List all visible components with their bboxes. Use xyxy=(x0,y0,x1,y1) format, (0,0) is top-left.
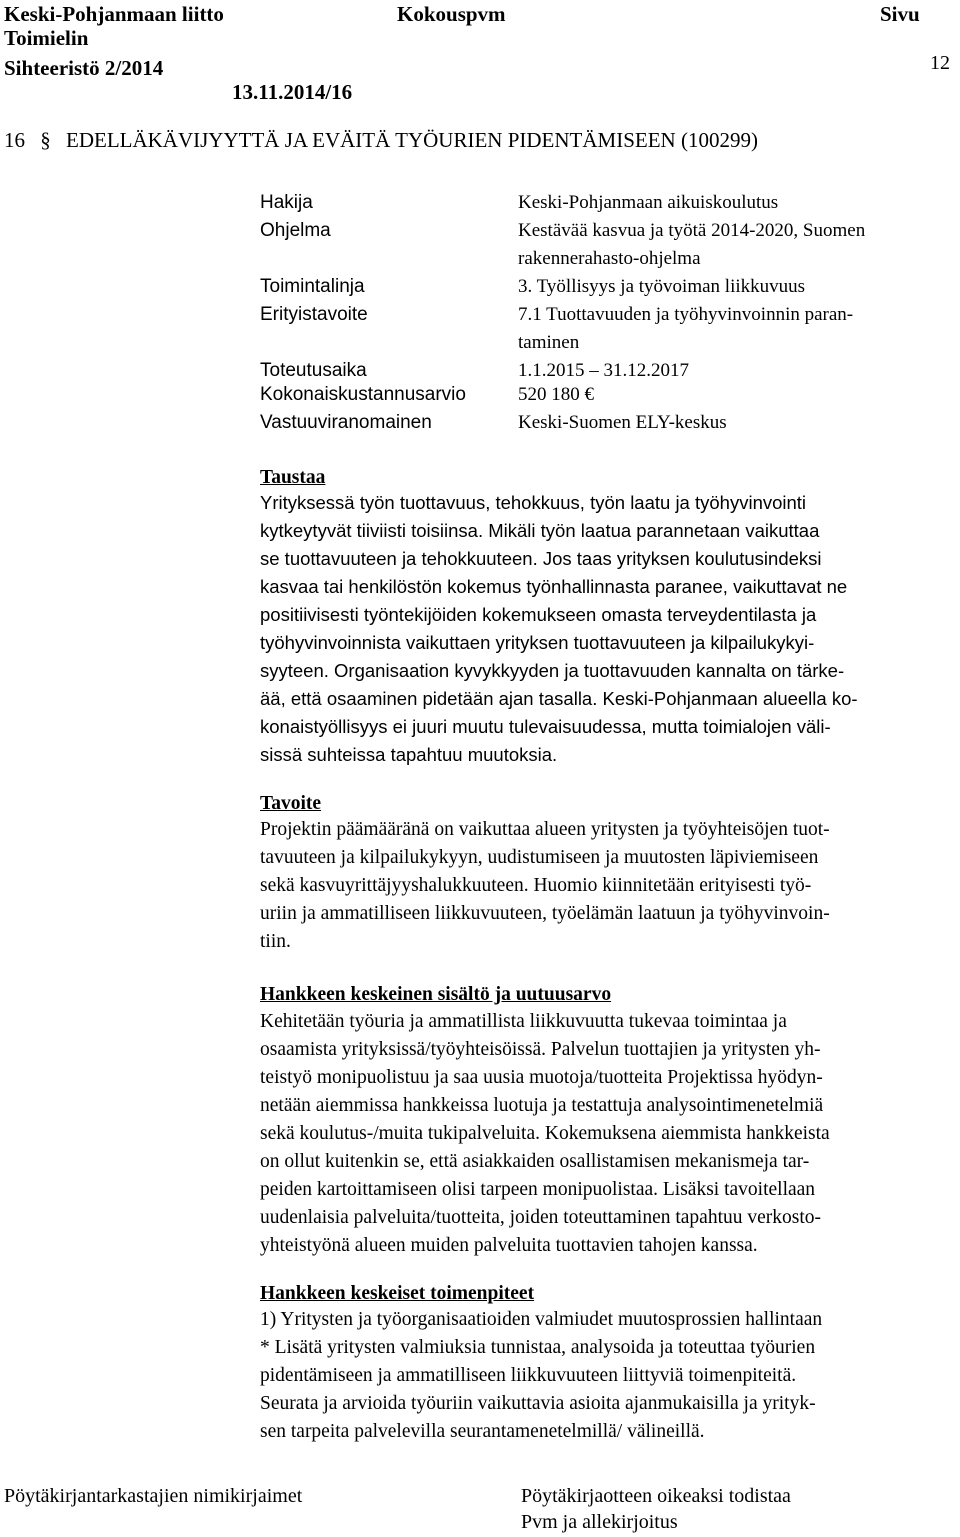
taustaa-heading: Taustaa xyxy=(260,467,326,488)
tavoite-line: Projektin päämääränä on vaikuttaa alueen yritysten ja työyhteisöjen tuot- xyxy=(260,819,830,840)
organ-label: Toimielin xyxy=(4,26,89,50)
ohjelma-value-2: rakennerahasto-ohjelma xyxy=(518,248,701,269)
sisalto-line: teistyö monipuolistuu ja saa uusia muotoja/tuotteita Projektissa hyödyn- xyxy=(260,1067,823,1088)
sisalto-body xyxy=(260,1008,960,1260)
taustaa-line: se tuottavuuteen ja tehokkuuteen. Jos taas yrityksen koulutusindeksi xyxy=(260,548,822,569)
sisalto-line: Kehitetään työuria ja ammatillista liikkuvuutta tukevaa toimintaa ja xyxy=(260,1011,787,1032)
toteutusaika-label: Toteutusaika xyxy=(260,360,367,381)
sisalto-line: sekä koulutus-/muita tukipalveluita. Kokemuksena aiemmista hankkeista xyxy=(260,1123,830,1144)
taustaa-line: työhyvinvoinnista vaikuttaen yrityksen tuottavuuteen ja kilpailukykyi- xyxy=(260,632,815,653)
secretariat: Sihteeristö 2/2014 xyxy=(4,56,164,80)
toimenpiteet-line: sen tarpeita palvelevilla seurantamenetelmillä/ välineillä. xyxy=(260,1421,705,1442)
erityistavoite-value-1: 7.1 Tuottavuuden ja työhyvinvoinnin paran- xyxy=(518,304,854,325)
taustaa-line: ää, että osaaminen pidetään ajan tasalla. Keski-Pohjanmaan alueella ko- xyxy=(260,688,858,709)
taustaa-line: kytkeytyvät tiiviisti toisiinsa. Mikäli työn laatua parannetaan vaikuttaa xyxy=(260,520,820,541)
tavoite-line: uriin ja ammatilliseen liikkuvuuteen, työelämän laatuun ja työhyvinvoin- xyxy=(260,903,830,924)
toimenpiteet-line: pidentämiseen ja ammatilliseen liikkuvuuteen liittyviä toimenpiteitä. xyxy=(260,1365,797,1386)
toimenpiteet-line: * Lisätä yritysten valmiuksia tunnistaa, analysoida ja toteuttaa työurien xyxy=(260,1337,816,1358)
footer-date-signature-label: Pvm ja allekirjoitus xyxy=(521,1511,678,1533)
taustaa-line: kasvaa tai henkilöstön kokemus työnhallinnasta paranee, vaikuttavat ne xyxy=(260,576,848,597)
tavoite-body xyxy=(260,816,960,956)
erityistavoite-label: Erityistavoite xyxy=(260,304,368,325)
section-title-row xyxy=(4,127,758,153)
kokonaiskustannusarvio-value: 520 180 € xyxy=(518,384,594,405)
toimintalinja-label: Toimintalinja xyxy=(260,276,365,297)
toimenpiteet-heading: Hankkeen keskeiset toimenpiteet xyxy=(260,1283,535,1304)
taustaa-line: syyteen. Organisaation kyvykkyyden ja tuottavuuden kannalta on tärke- xyxy=(260,660,845,681)
taustaa-line: positiivisesti työntekijöiden kokemukseen omasta terveydentilasta ja xyxy=(260,604,817,625)
meeting-ref: 13.11.2014/16 xyxy=(232,80,353,104)
sisalto-heading: Hankkeen keskeinen sisältö ja uutuusarvo xyxy=(260,984,612,1005)
section-sign: § xyxy=(40,128,51,152)
page-number: 12 xyxy=(930,52,950,74)
footer-initials-label: Pöytäkirjantarkastajien nimikirjaimet xyxy=(4,1485,303,1507)
sisalto-line: netään aiemmissa hankkeissa luotuja ja testattuja analysointimenetelmiä xyxy=(260,1095,824,1116)
vastuuviranomainen-label: Vastuuviranomainen xyxy=(260,412,432,433)
tavoite-line: sekä kasvuyrittäjyyshalukkuuteen. Huomio kiinnitetään erityisesti työ- xyxy=(260,875,812,896)
taustaa-body xyxy=(260,489,960,769)
taustaa-line: konaistyöllisyys ei juuri muutu tulevaisuudessa, mutta toimialojen väli- xyxy=(260,716,831,737)
vastuuviranomainen-value: Keski-Suomen ELY-keskus xyxy=(518,412,727,433)
sisalto-line: yhteistyönä alueen muiden palveluita tuottavien tahojen kanssa. xyxy=(260,1235,758,1256)
sisalto-line: on ollut kuitenkin se, että asiakkaiden osallistamisen mekanismeja tar- xyxy=(260,1151,810,1172)
section-number: 16 xyxy=(4,128,25,152)
toteutusaika-value: 1.1.2015 – 31.12.2017 xyxy=(518,360,689,381)
section-title: EDELLÄKÄVIJYYTTÄ JA EVÄITÄ TYÖURIEN PIDENTÄMISEEN (100299) xyxy=(66,128,758,152)
footer-certification-label: Pöytäkirjaotteen oikeaksi todistaa xyxy=(521,1485,791,1507)
taustaa-line: Yrityksessä työn tuottavuus, tehokkuus, työn laatu ja työhyvinvointi xyxy=(260,492,807,513)
erityistavoite-value-2: taminen xyxy=(518,332,580,353)
toimenpiteet-line: Seurata ja arvioida työuriin vaikuttavia asioita ajanmukaisilla ja yrityk- xyxy=(260,1393,816,1414)
hakija-value: Keski-Pohjanmaan aikuiskoulutus xyxy=(518,192,779,213)
hakija-label: Hakija xyxy=(260,192,313,213)
sisalto-line: peiden kartoittamiseen olisi tarpeen monipuolistaa. Lisäksi tavoitellaan xyxy=(260,1179,816,1200)
kokonaiskustannusarvio-label: Kokonaiskustannusarvio xyxy=(260,384,466,405)
tavoite-heading: Tavoite xyxy=(260,793,322,814)
sisalto-line: osaamista yrityksissä/työyhteisöissä. Palvelun tuottajien ja yritysten yh- xyxy=(260,1039,821,1060)
toimintalinja-value: 3. Työllisyys ja työvoiman liikkuvuus xyxy=(518,276,806,297)
taustaa-line: sissä suhteissa tapahtuu muutoksia. xyxy=(260,744,558,765)
page-label: Sivu xyxy=(880,2,920,26)
meeting-date-label: Kokouspvm xyxy=(397,2,506,26)
ohjelma-value-1: Kestävää kasvua ja työtä 2014-2020, Suomen xyxy=(518,220,866,241)
toimenpiteet-body xyxy=(260,1306,960,1446)
org-name: Keski-Pohjanmaan liitto xyxy=(4,2,224,26)
tavoite-line: tiin. xyxy=(260,931,291,952)
ohjelma-label: Ohjelma xyxy=(260,220,331,241)
tavoite-line: tavuuteen ja kilpailukykyyn, uudistumiseen ja muutosten läpiviemiseen xyxy=(260,847,819,868)
toimenpiteet-line: 1) Yritysten ja työorganisaatioiden valmiudet muutosprossien hallintaan xyxy=(260,1309,823,1330)
sisalto-line: uudenlaisia palveluita/tuotteita, joiden toteuttaminen tapahtuu verkosto- xyxy=(260,1207,822,1228)
